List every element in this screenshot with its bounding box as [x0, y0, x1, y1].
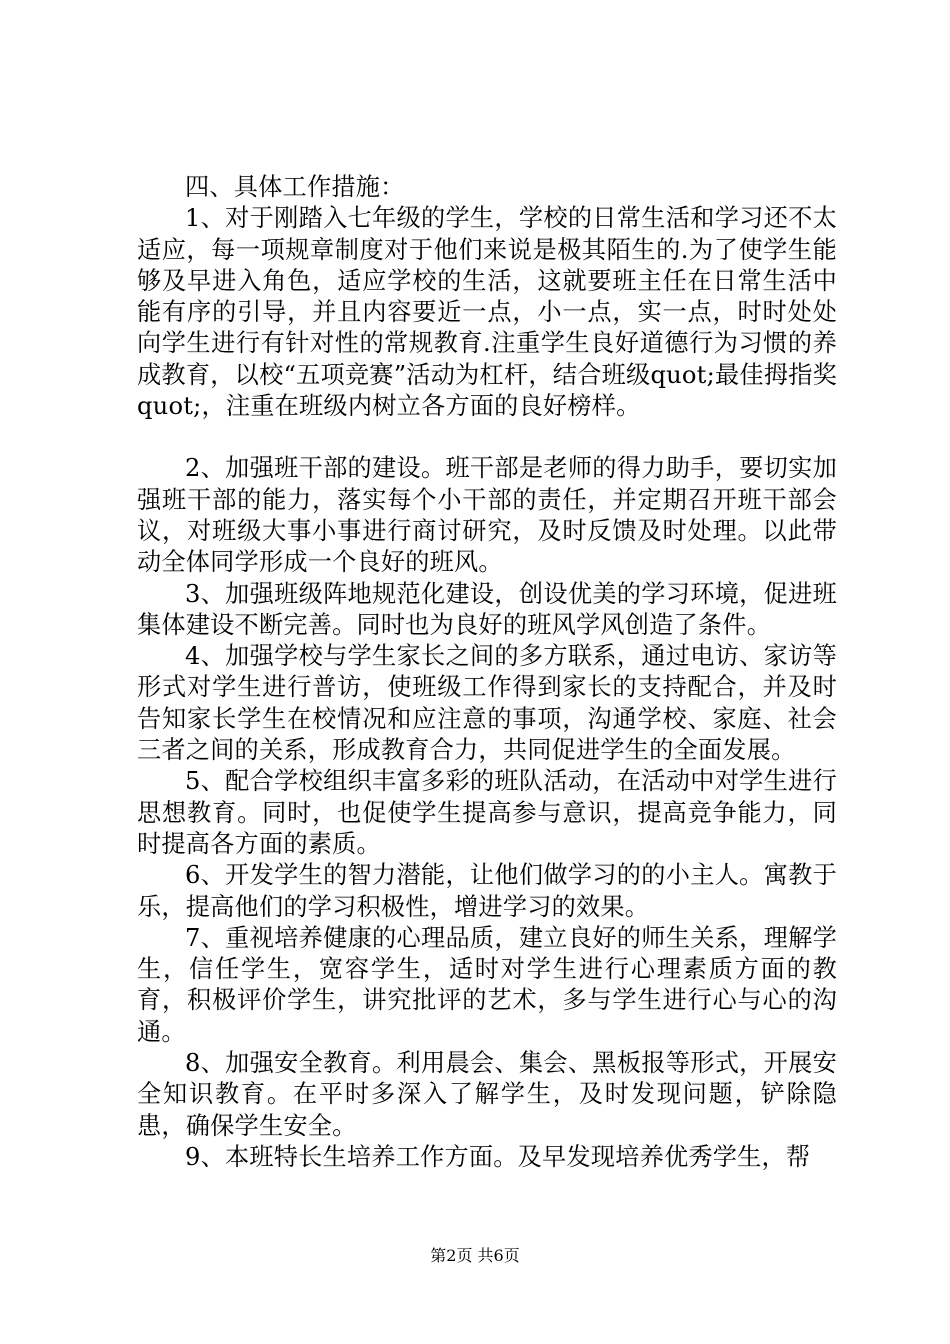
document-body: [137, 172, 837, 1173]
paragraph-7: 7、重视培养健康的心理品质，建立良好的师生关系，理解学生，信任学生，宽容学生，适时对学生进行心理素质方面的教育，积极评价学生，讲究批评的艺术，多与学生进行心与心的沟通。: [137, 923, 837, 1046]
paragraph-3: 3、加强班级阵地规范化建设，创设优美的学习环境，促进班集体建设不断完善。同时也为良好的班风学风创造了条件。: [137, 579, 837, 639]
paragraph-6: 6、开发学生的智力潜能，让他们做学习的的小主人。寓教于乐，提高他们的学习积极性，增进学习的效果。: [137, 861, 837, 921]
paragraph-4: 4、加强学校与学生家长之间的多方联系，通过电访、家访等形式对学生进行普访，使班级工作得到家长的支持配合，并及时告知家长学生在校情况和应注意的事项，沟通学校、家庭、社会三者之间的关系，形成教育合力，共同促进学生的全面发展。: [137, 642, 837, 765]
paragraph-1: 1、对于刚踏入七年级的学生，学校的日常生活和学习还不太适应，每一项规章制度对于他们来说是极其陌生的.为了使学生能够及早进入角色，适应学校的生活，这就要班主任在日常生活中能有序的引导，并且内容要近一点，小一点，实一点，时时处处向学生进行有针对性的常规教育.注重学生良好道德行为习惯的养成教育，以校“五项竞赛”活动为杠杆，结合班级quot;最佳拇指奖quot;，注重在班级内树立各方面的良好榜样。: [137, 204, 837, 421]
paragraph-5: 5、配合学校组织丰富多彩的班队活动，在活动中对学生进行思想教育。同时，也促使学生提高参与意识，提高竞争能力，同时提高各方面的素质。: [137, 767, 837, 858]
paragraph-2: 2、加强班干部的建设。班干部是老师的得力助手，要切实加强班干部的能力，落实每个小干部的责任，并定期召开班干部会议，对班级大事小事进行商讨研究，及时反馈及时处理。以此带动全体同学形成一个良好的班风。: [137, 454, 837, 577]
paragraph-9: 9、本班特长生培养工作方面。及早发现培养优秀学生，帮: [185, 1142, 811, 1171]
page-footer: [0, 1246, 950, 1266]
paragraph-8: 8、加强安全教育。利用晨会、集会、黑板报等形式，开展安全知识教育。在平时多深入了解学生，及时发现问题，铲除隐患，确保学生安全。: [137, 1049, 837, 1140]
section-heading: 四、具体工作措施：: [185, 173, 405, 201]
page-number: 第2页 共6页: [430, 1246, 520, 1265]
